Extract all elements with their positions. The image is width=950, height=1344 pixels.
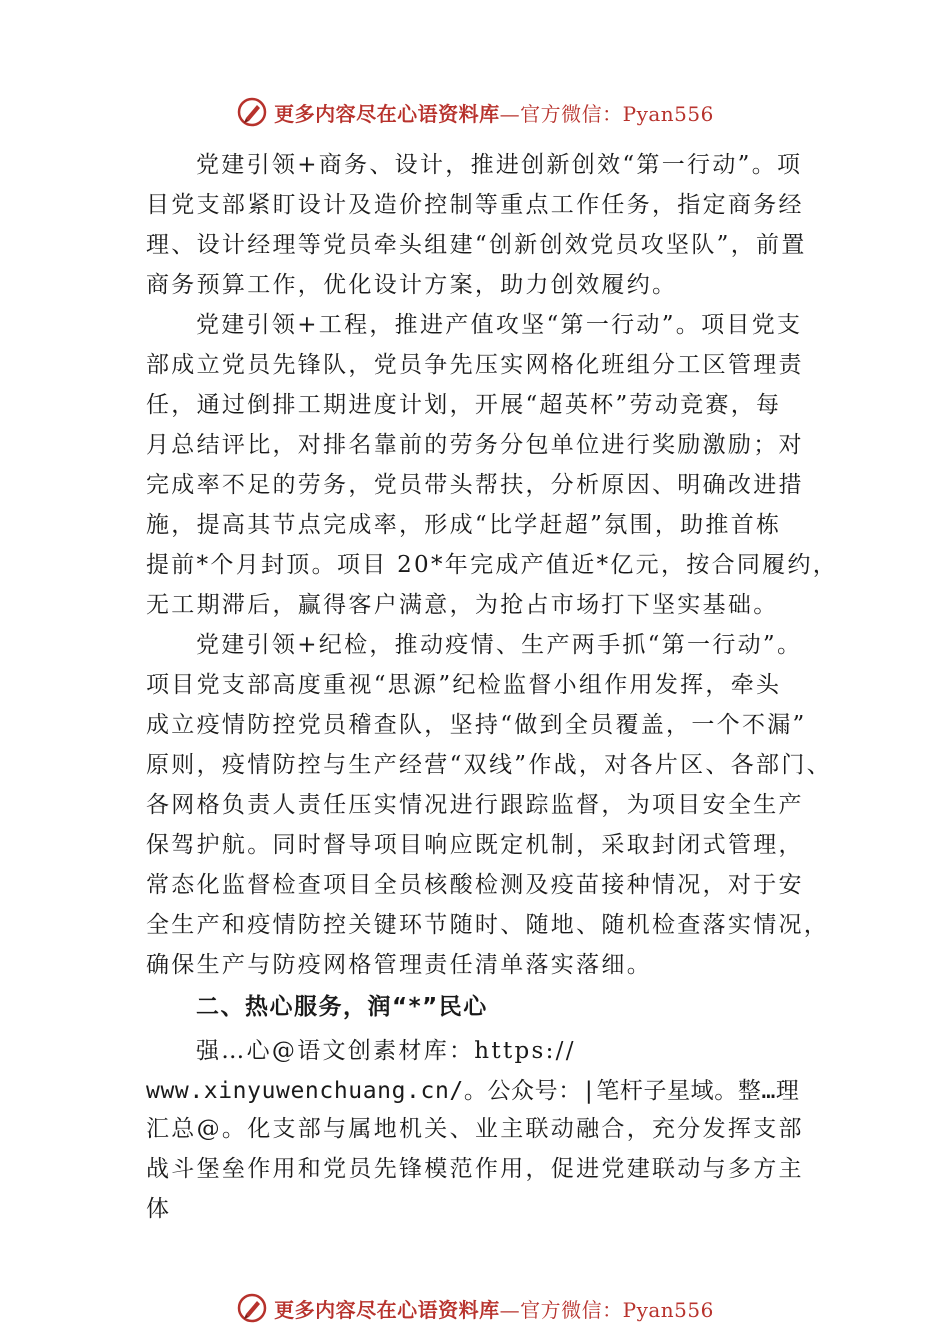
paragraph-line: 项目党支部高度重视“思源”纪检监督小组作用发挥，牵头 (146, 672, 782, 698)
footer-banner (0, 1288, 950, 1328)
paragraph-line: 目党支部紧盯设计及造价控制等重点工作任务，指定商务经 (146, 192, 804, 218)
paragraph-line: 全生产和疫情防控关键环节随时、随地、随机检查落实情况， (146, 912, 830, 938)
paragraph-line: 体 (146, 1196, 172, 1222)
paragraph-line: 任，通过倒排工期进度计划，开展“超英杯”劳动竞赛，每 (146, 392, 782, 418)
paragraph-line: 强…心@语文创素材库：https:// (196, 1038, 576, 1064)
paragraph-line: 成立疫情防控党员稽查队，坚持“做到全员覆盖，一个不漏” (146, 712, 807, 738)
pen-logo-icon (236, 1292, 268, 1324)
paragraph-line: 商务预算工作，优化设计方案，助力创效履约。 (146, 272, 678, 298)
section-heading: 二、热心服务，润“*”民心 (196, 994, 488, 1020)
paragraph-line: 党建引领+商务、设计，推进创新创效“第一行动”。项 (196, 152, 803, 178)
paragraph-line: 提前*个月封顶。项目 20*年完成产值近*亿元，按合同履约， (146, 552, 839, 578)
paragraph-line: 部成立党员先锋队，党员争先压实网格化班组分工区管理责 (146, 352, 804, 378)
paragraph-line: 保驾护航。同时督导项目响应既定机制，采取封闭式管理， (146, 832, 804, 858)
header-banner (0, 92, 950, 132)
paragraph-line: www.xinyuwenchuang.cn/。公众号：|笔杆子星域。整…理 (146, 1078, 800, 1104)
paragraph-line: 党建引领+工程，推进产值攻坚“第一行动”。项目党支 (196, 312, 803, 338)
paragraph-line: 战斗堡垒作用和党员先锋模范作用，促进党建联动与多方主 (146, 1156, 804, 1182)
paragraph-line: 无工期滞后，赢得客户满意，为抢占市场打下坚实基础。 (146, 592, 779, 618)
paragraph-line: 理、设计经理等党员牵头组建“创新创效党员攻坚队”，前置 (146, 232, 807, 258)
paragraph-line: 各网格负责人责任压实情况进行跟踪监督，为项目安全生产 (146, 792, 804, 818)
paragraph-line: 党建引领+纪检，推动疫情、生产两手抓“第一行动”。 (196, 632, 803, 658)
pen-logo-icon (236, 96, 268, 128)
paragraph-line: 原则，疫情防控与生产经营“双线”作战，对各片区、各部门、 (146, 752, 832, 778)
paragraph-line: 月总结评比，对排名靠前的劳务分包单位进行奖励激励；对 (146, 432, 804, 458)
paragraph-line: 汇总@。化支部与属地机关、业主联动融合，充分发挥支部 (146, 1116, 804, 1142)
banner-text: 更多内容尽在心语资料库—官方微信：Pyan556 (274, 101, 714, 126)
paragraph-line: 常态化监督检查项目全员核酸检测及疫苗接种情况，对于安 (146, 872, 804, 898)
banner-text: 更多内容尽在心语资料库—官方微信：Pyan556 (274, 1297, 714, 1322)
paragraph-line: 施，提高其节点完成率，形成“比学赶超”氛围，助推首栋 (146, 512, 782, 538)
paragraph-line: 确保生产与防疫网格管理责任清单落实落细。 (146, 952, 652, 978)
paragraph-line: 完成率不足的劳务，党员带头帮扶，分析原因、明确改进措 (146, 472, 804, 498)
